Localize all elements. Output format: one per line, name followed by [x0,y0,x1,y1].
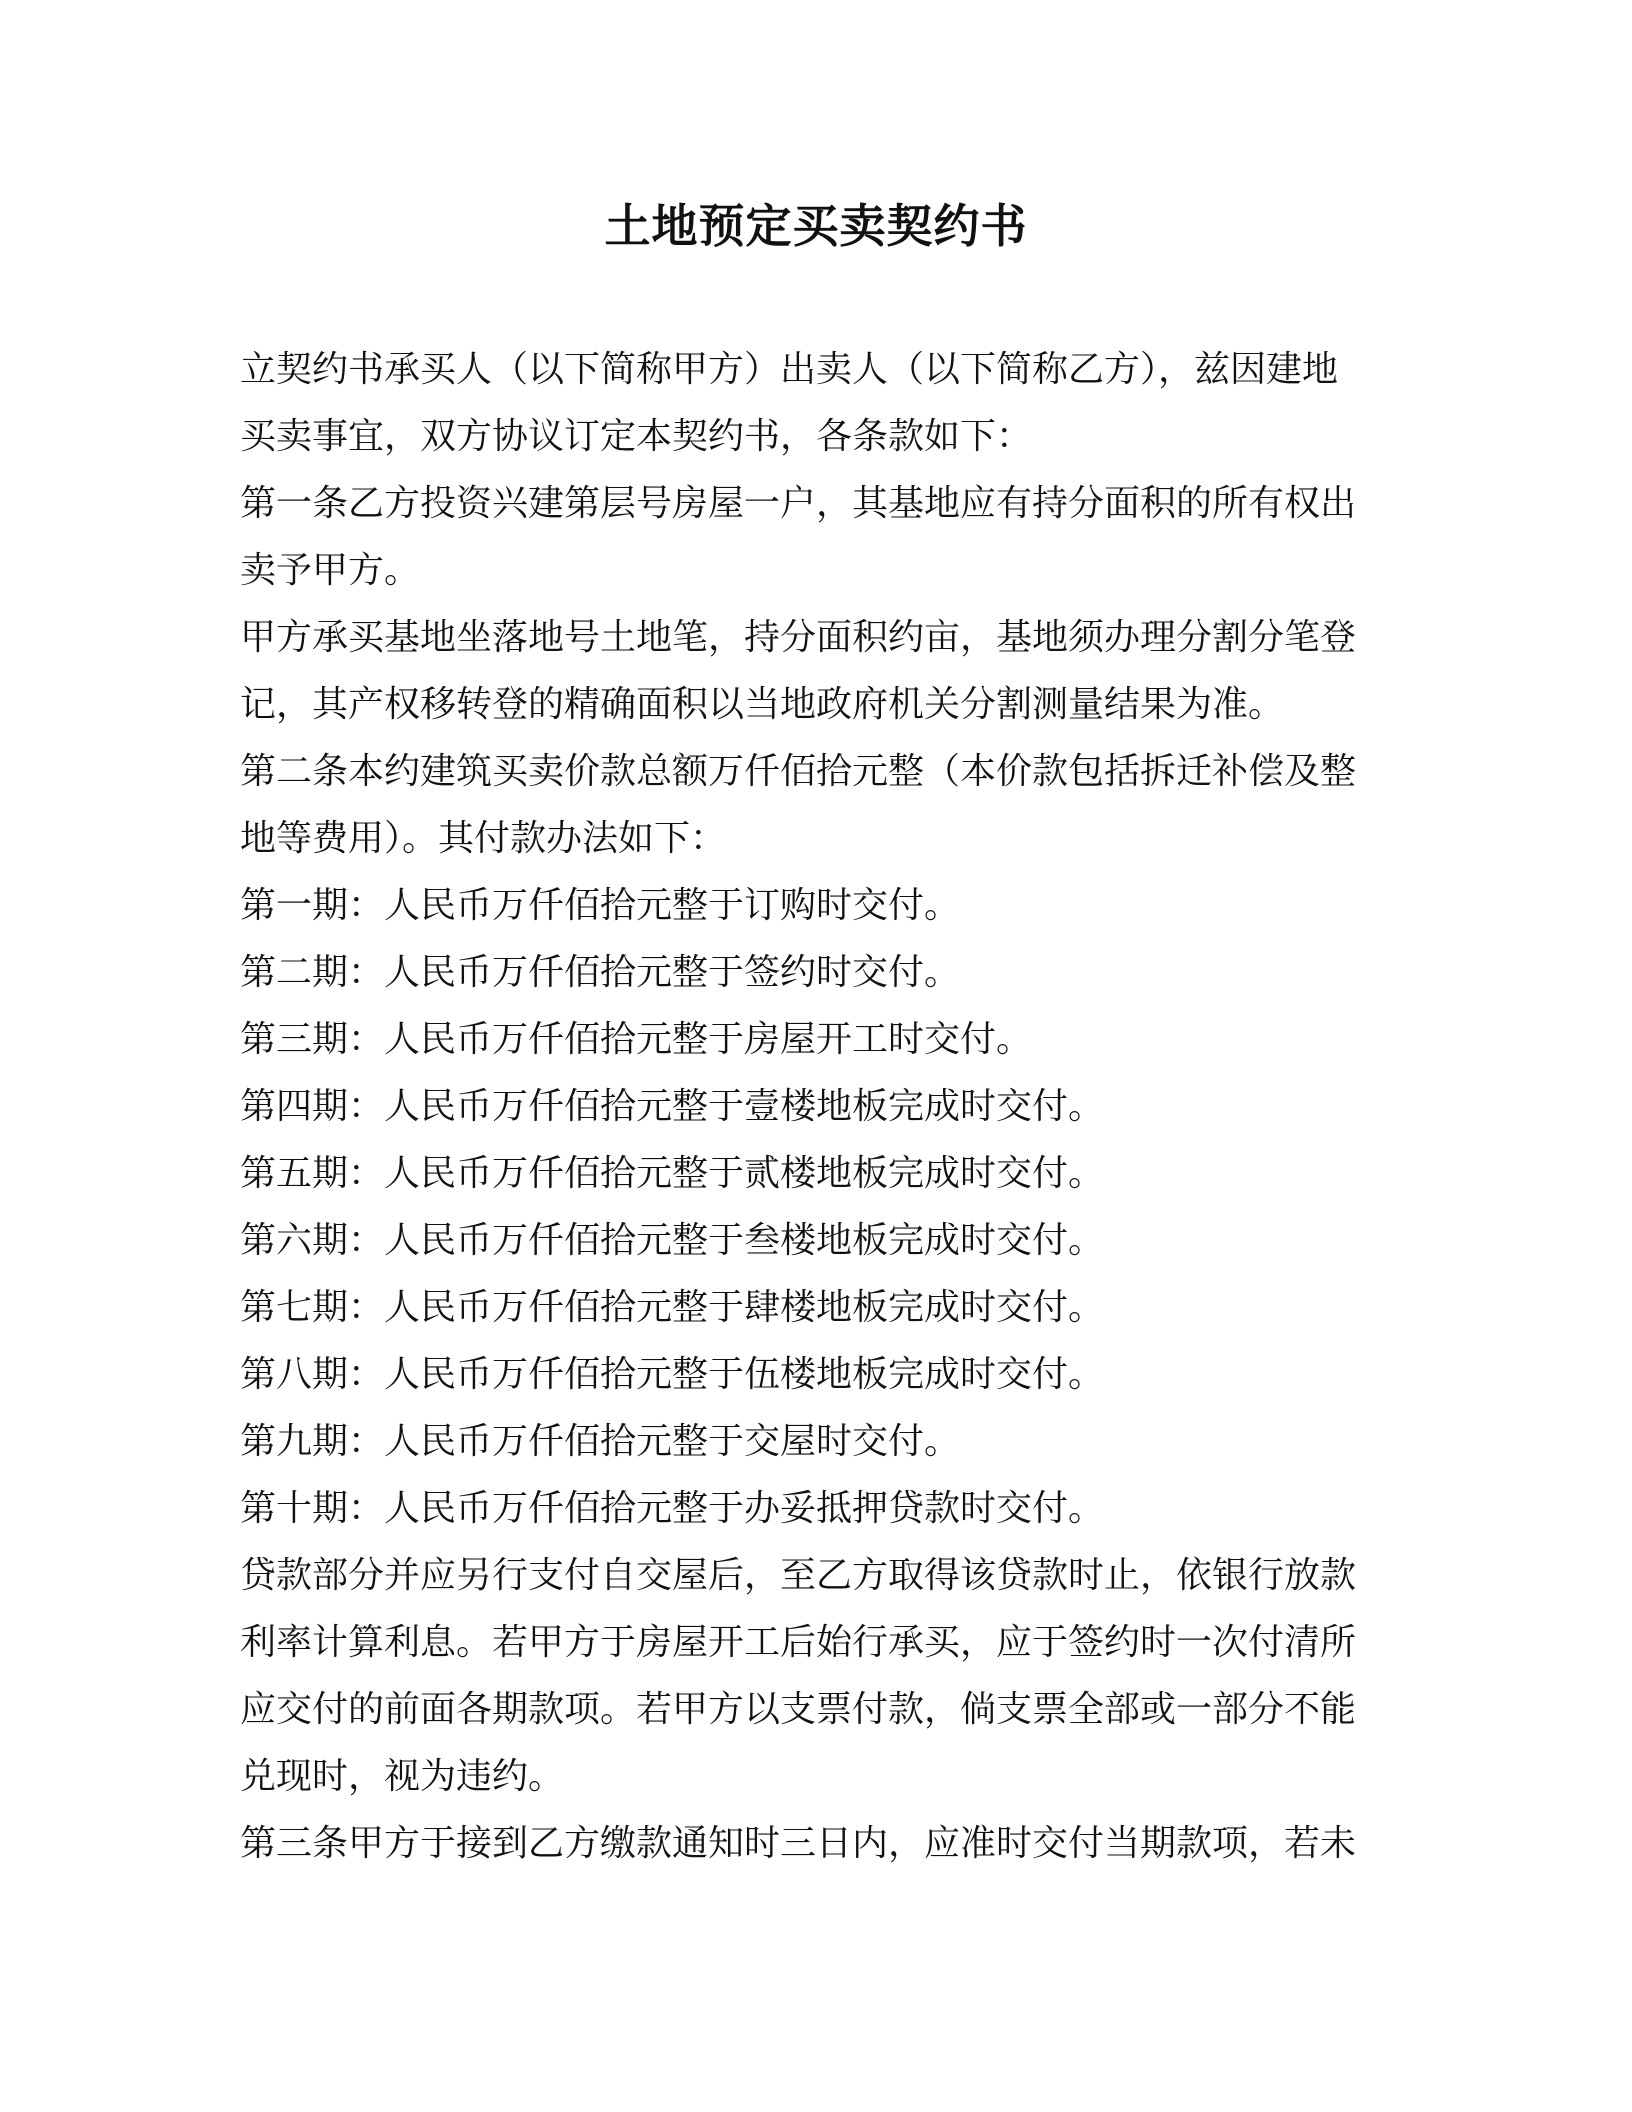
body-line: 第八期：人民币万仟佰拾元整于伍楼地板完成时交付。 [240,1354,1105,1395]
body-line: 第九期：人民币万仟佰拾元整于交屋时交付。 [240,1421,961,1462]
body-line: 立契约书承买人（以下简称甲方）出卖人（以下简称乙方），兹因建地 [240,349,1339,390]
body-line: 兑现时，视为违约。 [240,1756,565,1797]
body-line: 卖予甲方。 [240,550,421,591]
body-line: 地等费用）。其付款办法如下： [240,818,727,859]
body-line: 第二条本约建筑买卖价款总额万仟佰拾元整（本价款包括拆迁补偿及整 [240,751,1357,792]
body-line: 应交付的前面各期款项。若甲方以支票付款，倘支票全部或一部分不能 [240,1689,1357,1730]
body-line: 第二期：人民币万仟佰拾元整于签约时交付。 [240,952,961,993]
body-line: 贷款部分并应另行支付自交屋后，至乙方取得该贷款时止，依银行放款 [240,1555,1357,1596]
body-line: 第一条乙方投资兴建第层号房屋一户，其基地应有持分面积的所有权出 [240,483,1357,524]
body-line: 第四期：人民币万仟佰拾元整于壹楼地板完成时交付。 [240,1086,1105,1127]
body-line: 记，其产权移转登的精确面积以当地政府机关分割测量结果为准。 [240,684,1285,725]
body-line: 第十期：人民币万仟佰拾元整于办妥抵押贷款时交付。 [240,1488,1105,1529]
body-line: 利率计算利息。若甲方于房屋开工后始行承买，应于签约时一次付清所 [240,1622,1357,1663]
document-title: 土地预定买卖契约书 [604,199,1028,253]
body-line: 第一期：人民币万仟佰拾元整于订购时交付。 [240,885,961,926]
body-line: 第三期：人民币万仟佰拾元整于房屋开工时交付。 [240,1019,1033,1060]
body-line: 第五期：人民币万仟佰拾元整于贰楼地板完成时交付。 [240,1153,1105,1194]
body-line: 第三条甲方于接到乙方缴款通知时三日内，应准时交付当期款项，若未 [240,1823,1357,1864]
body-line: 甲方承买基地坐落地号土地笔，持分面积约亩，基地须办理分割分笔登 [240,617,1357,658]
body-line: 第七期：人民币万仟佰拾元整于肆楼地板完成时交付。 [240,1287,1105,1328]
body-line: 买卖事宜，双方协议订定本契约书，各条款如下： [240,416,1033,457]
document-body [240,336,1390,1877]
body-line: 第六期：人民币万仟佰拾元整于叁楼地板完成时交付。 [240,1220,1105,1261]
